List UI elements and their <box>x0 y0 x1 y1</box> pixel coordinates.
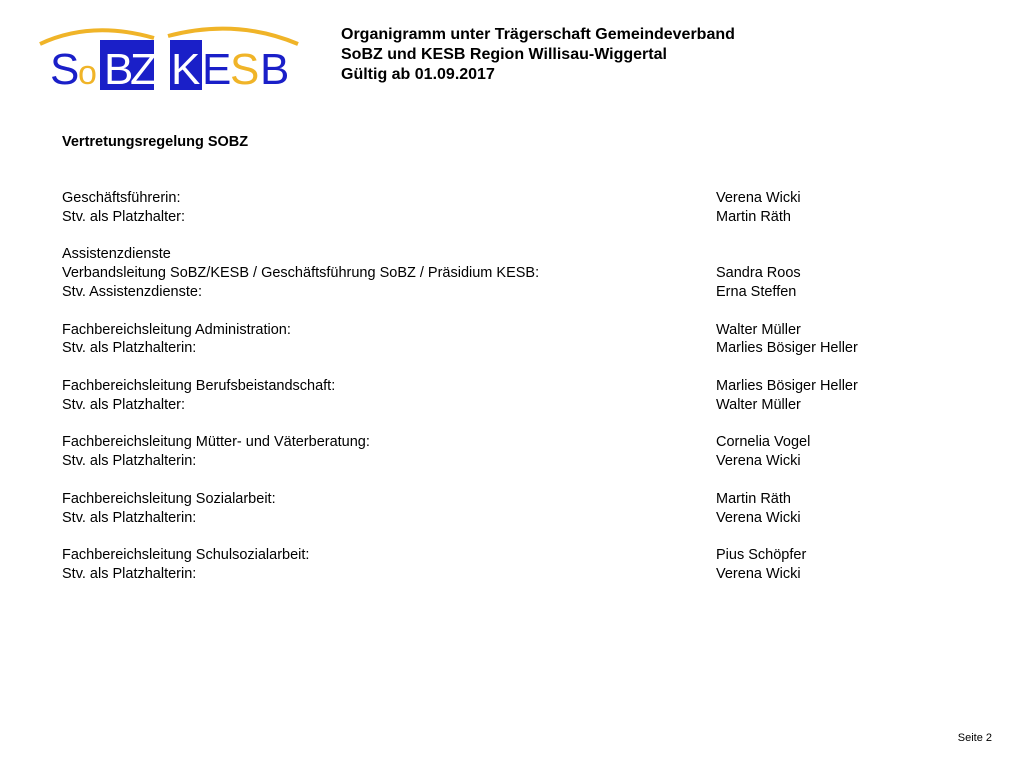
person-name: Cornelia Vogel <box>716 434 811 451</box>
person-name: Pius Schöpfer <box>716 547 807 564</box>
group-spacer <box>62 415 962 434</box>
representation-row <box>62 264 962 283</box>
representation-row <box>62 208 962 227</box>
person-name: Verena Wicki <box>716 453 801 470</box>
document-header <box>341 25 735 85</box>
person-name: Verena Wicki <box>716 565 801 582</box>
person-name: Martin Räth <box>716 490 791 507</box>
person-name: Martin Räth <box>716 208 791 225</box>
person-name: Marlies Bösiger Heller <box>716 340 858 357</box>
representation-row <box>62 321 962 340</box>
representation-row <box>62 339 962 358</box>
group-spacer <box>62 471 962 490</box>
role-label: Fachbereichsleitung Schulsozialarbeit: <box>62 547 310 564</box>
representation-row <box>62 452 962 471</box>
svg-text:K: K <box>171 45 201 94</box>
representation-row <box>62 490 962 509</box>
svg-text:B: B <box>104 45 134 94</box>
group-spacer <box>62 358 962 377</box>
representation-row <box>62 433 962 452</box>
sobz-kesb-logo <box>36 22 302 96</box>
representation-row <box>62 396 962 415</box>
svg-text:S: S <box>50 45 80 94</box>
representation-row <box>62 565 962 584</box>
role-label: Fachbereichsleitung Sozialarbeit: <box>62 490 276 507</box>
role-label: Stv. als Platzhalterin: <box>62 340 197 357</box>
role-label: Fachbereichsleitung Administration: <box>62 321 291 338</box>
person-name: Marlies Bösiger Heller <box>716 377 858 394</box>
role-label: Assistenzdienste <box>62 246 171 263</box>
page-number: Seite 2 <box>957 732 992 744</box>
representation-row <box>62 377 962 396</box>
role-label: Stv. Assistenzdienste: <box>62 283 202 300</box>
representation-row <box>62 509 962 528</box>
group-spacer <box>62 227 962 246</box>
group-spacer <box>62 302 962 321</box>
person-name: Verena Wicki <box>716 509 801 526</box>
role-label: Stv. als Platzhalter: <box>62 208 186 225</box>
role-label: Stv. als Platzhalterin: <box>62 509 197 526</box>
svg-text:Z: Z <box>130 45 157 94</box>
representation-row <box>62 245 962 264</box>
person-name: Erna Steffen <box>716 283 797 300</box>
role-label: Fachbereichsleitung Berufsbeistandschaft: <box>62 377 336 394</box>
svg-text:o: o <box>78 54 97 92</box>
header-title: Organigramm unter Trägerschaft Gemeindeverband <box>341 26 735 43</box>
role-label: Stv. als Platzhalterin: <box>62 565 197 582</box>
person-name: Walter Müller <box>716 321 801 338</box>
role-label: Stv. als Platzhalterin: <box>62 453 197 470</box>
role-label: Stv. als Platzhalter: <box>62 396 186 413</box>
representation-row <box>62 189 962 208</box>
representation-list <box>62 189 962 584</box>
person-name: Verena Wicki <box>716 190 801 206</box>
role-label: Fachbereichsleitung Mütter- und Väterberatung: <box>62 434 370 451</box>
header-subtitle: SoBZ und KESB Region Willisau-Wiggertal <box>341 46 667 63</box>
header-valid-date: Gültig ab 01.09.2017 <box>341 66 495 83</box>
svg-text:B: B <box>260 45 290 94</box>
representation-row <box>62 546 962 565</box>
section-title: Vertretungsregelung SOBZ <box>62 134 249 150</box>
svg-text:S: S <box>230 45 260 94</box>
group-spacer <box>62 527 962 546</box>
person-name: Sandra Roos <box>716 265 801 282</box>
person-name: Walter Müller <box>716 396 801 413</box>
svg-text:E: E <box>202 45 232 94</box>
role-label: Verbandsleitung SoBZ/KESB / Geschäftsführung SoBZ / Präsidium KESB: <box>62 265 540 282</box>
representation-row <box>62 283 962 302</box>
role-label: Geschäftsführerin: <box>62 190 181 206</box>
